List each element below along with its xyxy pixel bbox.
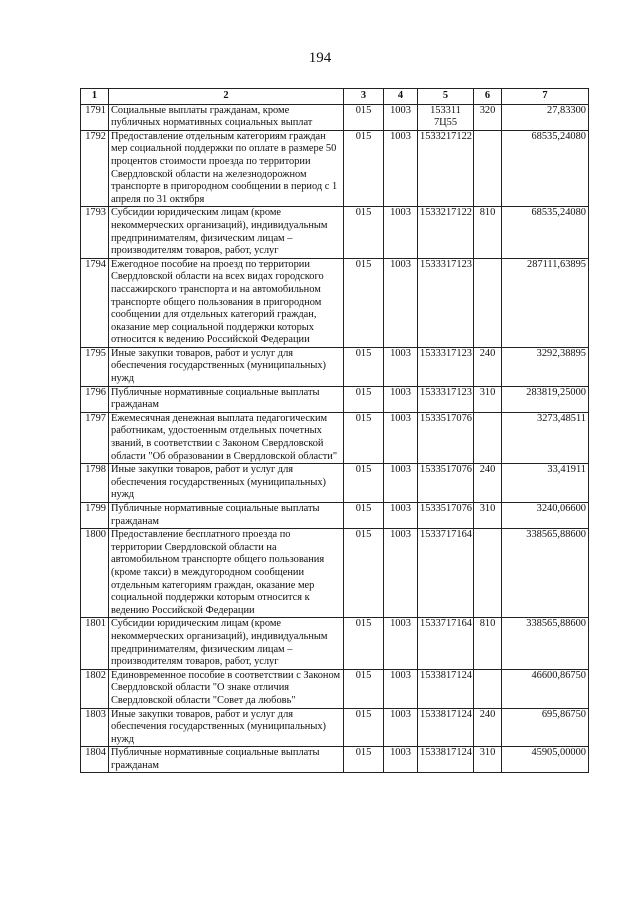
item-name: Иные закупки товаров, работ и услуг для обеспечения государственных (муниципальных) нужд — [109, 464, 344, 503]
row-number: 1803 — [81, 708, 109, 747]
column-header: 3 — [344, 89, 384, 105]
table-row — [81, 347, 589, 386]
expense-type-code: 240 — [474, 464, 502, 503]
section-code: 1003 — [384, 104, 418, 130]
section-code: 1003 — [384, 464, 418, 503]
item-name: Публичные нормативные социальные выплаты гражданам — [109, 747, 344, 773]
target-article-code: 1533817124 — [418, 747, 474, 773]
amount: 695,86750 — [502, 708, 589, 747]
row-number: 1804 — [81, 747, 109, 773]
target-article-code: 1533517076 — [418, 464, 474, 503]
amount: 338565,88600 — [502, 618, 589, 669]
target-article-code: 1533317123 — [418, 258, 474, 347]
target-article-code: 1533317123 — [418, 347, 474, 386]
section-code: 1003 — [384, 347, 418, 386]
row-number: 1795 — [81, 347, 109, 386]
row-number: 1800 — [81, 529, 109, 618]
table-row — [81, 104, 589, 130]
ministry-code: 015 — [344, 258, 384, 347]
ministry-code: 015 — [344, 464, 384, 503]
ministry-code: 015 — [344, 347, 384, 386]
row-number: 1797 — [81, 412, 109, 463]
amount: 46600,86750 — [502, 669, 589, 708]
row-number: 1796 — [81, 386, 109, 412]
ministry-code: 015 — [344, 386, 384, 412]
column-header: 4 — [384, 89, 418, 105]
column-header: 2 — [109, 89, 344, 105]
target-article-code: 1533717164 — [418, 618, 474, 669]
section-code: 1003 — [384, 618, 418, 669]
item-name: Ежегодное пособие на проезд по территории Свердловской области на всех видах городского пассажирского транспорта и на автомобильном транспорте общего пользования в пригородном сообщении для отдельных категорий граждан, оказание мер социальной поддержки которых относится к ведению Российской Федерации — [109, 258, 344, 347]
ministry-code: 015 — [344, 529, 384, 618]
table-row — [81, 618, 589, 669]
table-row — [81, 207, 589, 258]
target-article-code: 1533317123 — [418, 386, 474, 412]
target-article-code: 1533817124 — [418, 708, 474, 747]
column-header: 1 — [81, 89, 109, 105]
section-code: 1003 — [384, 747, 418, 773]
ministry-code: 015 — [344, 207, 384, 258]
item-name: Публичные нормативные социальные выплаты гражданам — [109, 386, 344, 412]
table-row — [81, 669, 589, 708]
expense-type-code: 310 — [474, 503, 502, 529]
amount: 3240,06600 — [502, 503, 589, 529]
section-code: 1003 — [384, 130, 418, 207]
ministry-code: 015 — [344, 708, 384, 747]
section-code: 1003 — [384, 258, 418, 347]
ministry-code: 015 — [344, 130, 384, 207]
item-name: Предоставление бесплатного проезда по территории Свердловской области на автомобильном транспорте общего пользования (кроме такси) в междугородном сообщении отдельным категориям граждан, оказание мер социальной поддержки которым относится к ведению Российской Федерации — [109, 529, 344, 618]
item-name: Публичные нормативные социальные выплаты гражданам — [109, 503, 344, 529]
column-header: 5 — [418, 89, 474, 105]
ministry-code: 015 — [344, 618, 384, 669]
expense-type-code: 810 — [474, 207, 502, 258]
row-number: 1791 — [81, 104, 109, 130]
row-number: 1799 — [81, 503, 109, 529]
row-number: 1793 — [81, 207, 109, 258]
expense-type-code — [474, 529, 502, 618]
expense-type-code — [474, 669, 502, 708]
table-row — [81, 747, 589, 773]
ministry-code: 015 — [344, 669, 384, 708]
ministry-code: 015 — [344, 747, 384, 773]
expense-type-code — [474, 258, 502, 347]
amount: 338565,88600 — [502, 529, 589, 618]
target-article-code: 1533717164 — [418, 529, 474, 618]
amount: 45905,00000 — [502, 747, 589, 773]
amount: 68535,24080 — [502, 207, 589, 258]
table-row — [81, 412, 589, 463]
section-code: 1003 — [384, 529, 418, 618]
table-row — [81, 708, 589, 747]
table-row — [81, 529, 589, 618]
target-article-code: 1533517076 — [418, 412, 474, 463]
row-number: 1802 — [81, 669, 109, 708]
header-row — [81, 89, 589, 105]
expense-type-code: 320 — [474, 104, 502, 130]
page-number: 194 — [308, 50, 332, 66]
amount: 287111,63895 — [502, 258, 589, 347]
section-code: 1003 — [384, 207, 418, 258]
budget-table — [80, 88, 589, 773]
item-name: Иные закупки товаров, работ и услуг для обеспечения государственных (муниципальных) нужд — [109, 708, 344, 747]
table-row — [81, 130, 589, 207]
expense-type-code: 310 — [474, 747, 502, 773]
item-name: Субсидии юридическим лицам (кроме некоммерческих организаций), индивидуальным предпринимателям, физическим лицам – производителям товаров, работ, услуг — [109, 618, 344, 669]
amount: 3273,48511 — [502, 412, 589, 463]
amount: 27,83300 — [502, 104, 589, 130]
section-code: 1003 — [384, 708, 418, 747]
ministry-code: 015 — [344, 503, 384, 529]
ministry-code: 015 — [344, 412, 384, 463]
item-name: Ежемесячная денежная выплата педагогическим работникам, удостоенным отдельных почетных званий, в соответствии с Законом Свердловской области "Об образовании в Свердловской области" — [109, 412, 344, 463]
table-row — [81, 386, 589, 412]
amount: 68535,24080 — [502, 130, 589, 207]
expense-type-code: 240 — [474, 708, 502, 747]
ministry-code: 015 — [344, 104, 384, 130]
expense-type-code: 810 — [474, 618, 502, 669]
amount: 3292,38895 — [502, 347, 589, 386]
section-code: 1003 — [384, 503, 418, 529]
table-row — [81, 503, 589, 529]
target-article-code: 1533817124 — [418, 669, 474, 708]
target-article-code: 1533217122 — [418, 207, 474, 258]
item-name: Иные закупки товаров, работ и услуг для обеспечения государственных (муниципальных) нужд — [109, 347, 344, 386]
item-name: Единовременное пособие в соответствии с Законом Свердловской области "О знаке отличия Свердловской области "Совет да любовь" — [109, 669, 344, 708]
section-code: 1003 — [384, 412, 418, 463]
section-code: 1003 — [384, 386, 418, 412]
target-article-code: 1533217122 — [418, 130, 474, 207]
expense-type-code: 240 — [474, 347, 502, 386]
amount: 283819,25000 — [502, 386, 589, 412]
column-header: 7 — [502, 89, 589, 105]
section-code: 1003 — [384, 669, 418, 708]
expense-type-code — [474, 130, 502, 207]
row-number: 1794 — [81, 258, 109, 347]
row-number: 1792 — [81, 130, 109, 207]
row-number: 1798 — [81, 464, 109, 503]
column-header: 6 — [474, 89, 502, 105]
row-number: 1801 — [81, 618, 109, 669]
item-name: Предоставление отдельным категориям граждан мер социальной поддержки по оплате в размере 50 процентов стоимости проезда по территории Свердловской области на железнодорожном транспорте в пригородном сообщении в период с 1 апреля по 31 октября — [109, 130, 344, 207]
amount: 33,41911 — [502, 464, 589, 503]
target-article-code: 1533517076 — [418, 503, 474, 529]
item-name: Субсидии юридическим лицам (кроме некоммерческих организаций), индивидуальным предпринимателям, физическим лицам – производителям товаров, работ, услуг — [109, 207, 344, 258]
expense-type-code: 310 — [474, 386, 502, 412]
expense-type-code — [474, 412, 502, 463]
item-name: Социальные выплаты гражданам, кроме публичных нормативных социальных выплат — [109, 104, 344, 130]
target-article-code: 153311 7Ц55 — [418, 104, 474, 130]
table-row — [81, 464, 589, 503]
table-row — [81, 258, 589, 347]
